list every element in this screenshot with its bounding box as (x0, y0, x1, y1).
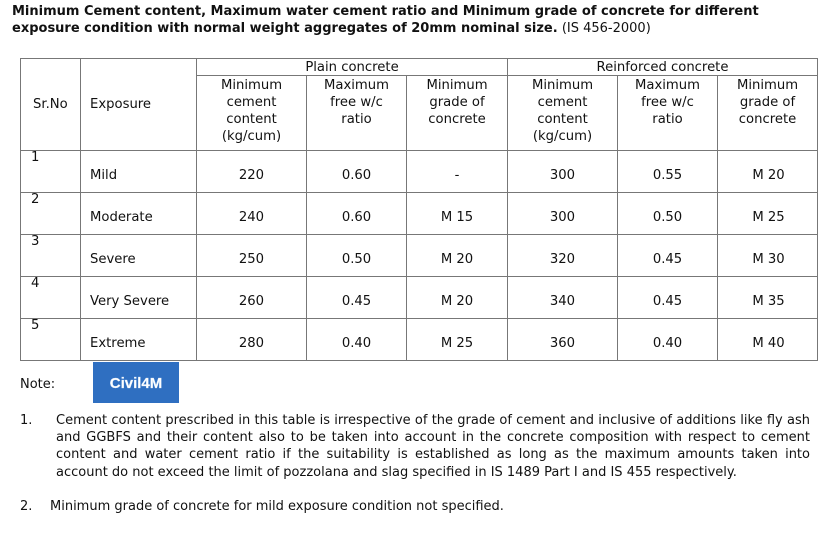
note-text: Minimum grade of concrete for mild exposure condition not specified. (50, 498, 504, 514)
header-line: (kg/cum) (221, 129, 282, 144)
header-line: Minimum (220, 78, 283, 93)
header-line: Maximum (635, 78, 700, 93)
header-rc-wc-ratio (618, 76, 718, 151)
cell-srno: 4 (21, 277, 81, 319)
cell-rc-grade: M 40 (718, 319, 818, 361)
header-pc-cement-content (197, 76, 307, 151)
header-line: free w/c (330, 95, 383, 110)
header-line: free w/c (641, 95, 694, 110)
cell-srno: 2 (21, 193, 81, 235)
cell-rc-cement: 340 (508, 277, 618, 319)
header-line: ratio (652, 112, 683, 127)
table-row (21, 193, 818, 235)
cell-rc-grade: M 20 (718, 151, 818, 193)
cell-pc-cement: 220 (197, 151, 307, 193)
cell-pc-grade: - (407, 151, 508, 193)
cell-rc-cement: 300 (508, 151, 618, 193)
header-line: content (537, 112, 588, 127)
header-line: cement (226, 95, 277, 110)
cell-pc-grade: M 20 (407, 277, 508, 319)
note-item (20, 412, 810, 481)
cell-rc-wc: 0.45 (618, 235, 718, 277)
cell-rc-cement: 320 (508, 235, 618, 277)
title-text: Minimum Cement content, Maximum water cement ratio and Minimum grade of concrete for different exposure condition with normal weight aggregates of 20mm nominal size. (12, 4, 759, 36)
cell-exposure: Very Severe (81, 277, 197, 319)
header-line: Minimum (426, 78, 488, 93)
cell-pc-wc: 0.40 (307, 319, 407, 361)
header-rc-cement-content (508, 76, 618, 151)
cell-exposure: Severe (81, 235, 197, 277)
header-pc-wc-ratio (307, 76, 407, 151)
note-number: 1. (20, 413, 33, 428)
header-line: grade of (739, 95, 796, 110)
header-pc-grade (407, 76, 508, 151)
header-group-row (21, 59, 818, 76)
cell-rc-wc: 0.45 (618, 277, 718, 319)
header-reinforced-concrete: Reinforced concrete (508, 59, 818, 76)
cell-rc-wc: 0.55 (618, 151, 718, 193)
cell-exposure: Mild (81, 151, 197, 193)
cell-rc-wc: 0.40 (618, 319, 718, 361)
header-line: (kg/cum) (532, 129, 593, 144)
logo-text: Civil4M (109, 374, 163, 392)
header-srno: Sr.No (21, 59, 81, 151)
page-title (12, 3, 827, 37)
cell-pc-cement: 240 (197, 193, 307, 235)
cell-pc-grade: M 25 (407, 319, 508, 361)
cell-pc-wc: 0.45 (307, 277, 407, 319)
title-standard: (IS 456-2000) (561, 21, 651, 36)
cell-pc-wc: 0.60 (307, 151, 407, 193)
cell-srno: 3 (21, 235, 81, 277)
header-line: Minimum (736, 78, 799, 93)
header-rc-grade (718, 76, 818, 151)
logo-wordmark (94, 373, 178, 393)
header-line: grade of (429, 95, 485, 110)
cell-pc-grade: M 20 (407, 235, 508, 277)
header-plain-concrete: Plain concrete (197, 59, 508, 76)
cell-rc-cement: 360 (508, 319, 618, 361)
cell-pc-cement: 280 (197, 319, 307, 361)
header-line: concrete (428, 112, 486, 127)
cell-pc-wc: 0.50 (307, 235, 407, 277)
cell-rc-cement: 300 (508, 193, 618, 235)
cell-rc-grade: M 25 (718, 193, 818, 235)
note-text: Cement content prescribed in this table is irrespective of the grade of cement and inclusive of additions like fly ash and GGBFS and their content also to be taken into account in the concrete composition with respect to cement content and water cement ratio if the suitability is established as long as the maximum amounts taken into account do not exceed the limit of pozzolana and slag specified in IS 1489 Part I and IS 455 respectively. (56, 413, 810, 480)
cell-srno: 1 (21, 151, 81, 193)
header-line: Minimum (531, 78, 594, 93)
cell-rc-grade: M 30 (718, 235, 818, 277)
table-row (21, 235, 818, 277)
header-line: content (226, 112, 277, 127)
exposure-table (20, 58, 818, 361)
cell-exposure: Moderate (81, 193, 197, 235)
notes-list (20, 412, 810, 515)
header-line: cement (537, 95, 588, 110)
cell-pc-cement: 250 (197, 235, 307, 277)
header-line: Maximum (324, 78, 389, 93)
cell-rc-wc: 0.50 (618, 193, 718, 235)
civil4m-logo (93, 362, 179, 403)
cell-pc-cement: 260 (197, 277, 307, 319)
cell-srno: 5 (21, 319, 81, 361)
cell-pc-wc: 0.60 (307, 193, 407, 235)
table-row (21, 319, 818, 361)
header-line: concrete (738, 112, 797, 127)
table-row (21, 151, 818, 193)
cell-rc-grade: M 35 (718, 277, 818, 319)
note-number: 2. (20, 498, 33, 514)
note-item (20, 498, 810, 515)
note-label: Note: (20, 377, 56, 392)
header-exposure: Exposure (81, 59, 197, 151)
cell-pc-grade: M 15 (407, 193, 508, 235)
table-row (21, 277, 818, 319)
header-line: ratio (341, 112, 372, 127)
cell-exposure: Extreme (81, 319, 197, 361)
